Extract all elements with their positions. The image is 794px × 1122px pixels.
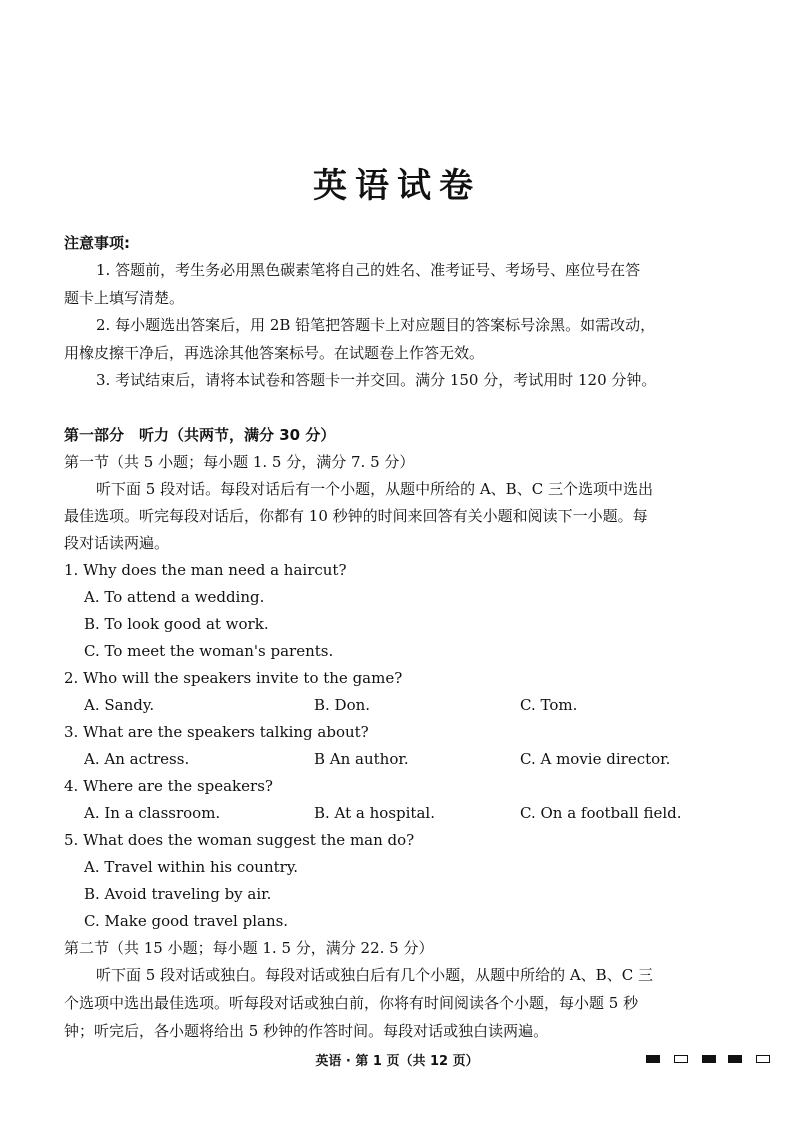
question-1-stem: 1. Why does the man need a haircut? [64,561,347,579]
question-4-stem: 4. Where are the speakers? [64,777,273,795]
notice-item-1-line-1: 1. 答题前，考生务必用黑色碳素笔将自己的姓名、准考证号、考场号、座位号在答 [96,261,641,279]
page-mark-4 [728,1055,742,1063]
question-3-option-b: B An author. [314,750,409,768]
page-mark-2 [674,1055,688,1063]
section1-instructions-line-3: 段对话读两遍。 [64,534,170,552]
section1-instructions-line-1: 听下面 5 段对话。每段对话后有一个小题，从题中所给的 A、B、C 三个选项中选出 [96,480,653,498]
question-2-option-b: B. Don. [314,696,371,714]
section1-heading: 第一节（共 5 小题；每小题 1. 5 分，满分 7. 5 分） [64,453,415,471]
question-3-option-a: A. An actress. [84,750,190,768]
notice-item-2-line-1: 2. 每小题选出答案后，用 2B 铅笔把答题卡上对应题目的答案标号涂黑。如需改动， [96,316,656,334]
question-1-option-c: C. To meet the woman's parents. [84,642,334,660]
page-mark-5 [756,1055,770,1063]
page-footer: 英语 · 第 1 页（共 12 页） [315,1054,479,1069]
section1-instructions-line-2: 最佳选项。听完每段对话后，你都有 10 秒钟的时间来回答有关小题和阅读下一小题。每 [64,507,648,525]
question-2-option-a: A. Sandy. [84,696,155,714]
question-5-option-b: B. Avoid traveling by air. [84,885,272,903]
question-4-option-c: C. On a football field. [520,804,682,822]
question-1-option-a: A. To attend a wedding. [84,588,265,606]
page-title: 英语试卷 [313,166,481,206]
page-mark-1 [646,1055,660,1063]
question-3-option-c: C. A movie director. [520,750,671,768]
page-mark-3 [702,1055,716,1063]
notice-heading: 注意事项: [64,234,130,252]
section2-instructions-line-2: 个选项中选出最佳选项。听每段对话或独白前，你将有时间阅读各个小题，每小题 5 秒 [64,994,639,1012]
notice-item-3: 3. 考试结束后，请将本试卷和答题卡一并交回。满分 150 分，考试用时 120 分钟。 [96,371,657,389]
question-4-option-b: B. At a hospital. [314,804,435,822]
question-1-option-b: B. To look good at work. [84,615,269,633]
question-4-option-a: A. In a classroom. [84,804,221,822]
question-5-option-a: A. Travel within his country. [84,858,299,876]
question-3-stem: 3. What are the speakers talking about? [64,723,369,741]
question-5-option-c: C. Make good travel plans. [84,912,289,930]
section2-instructions-line-3: 钟；听完后，各小题将给出 5 秒钟的作答时间。每段对话或独白读两遍。 [64,1022,549,1040]
section2-instructions-line-1: 听下面 5 段对话或独白。每段对话或独白后有几个小题，从题中所给的 A、B、C 三 [96,966,653,984]
question-2-stem: 2. Who will the speakers invite to the game? [64,669,403,687]
question-5-stem: 5. What does the woman suggest the man do? [64,831,415,849]
part1-heading: 第一部分 听力（共两节，满分 30 分） [64,426,336,444]
notice-item-2-line-2: 用橡皮擦干净后，再选涂其他答案标号。在试题卷上作答无效。 [64,344,485,362]
question-2-option-c: C. Tom. [520,696,578,714]
section2-heading: 第二节（共 15 小题；每小题 1. 5 分，满分 22. 5 分） [64,939,434,957]
notice-item-1-line-2: 题卡上填写清楚。 [64,289,185,307]
